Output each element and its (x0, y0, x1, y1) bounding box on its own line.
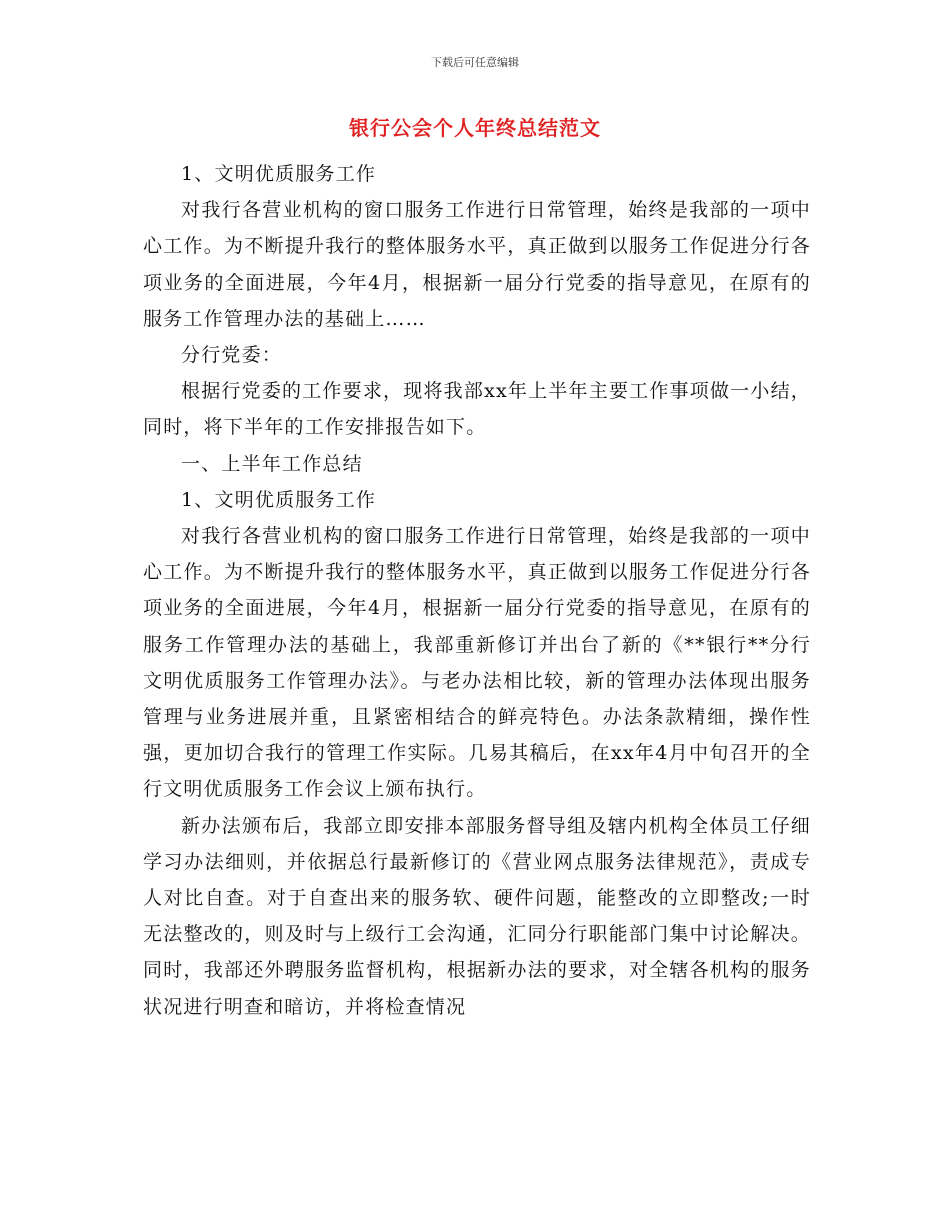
paragraph: 对我行各营业机构的窗口服务工作进行日常管理，始终是我部的一项中心工作。为不断提升我行的整体服务水平，真正做到以服务工作促进分行各项业务的全面进展，今年4月，根据新一届分行党委的指导意见，在原有的服务工作管理办法的基础上，我部重新修订并出台了新的《**银行**分行文明优质服务工作管理办法》。与老办法相比较，新的管理办法体现出服务管理与业务进展并重，且紧密相结合的鲜亮特色。办法条款精细，操作性强，更加切合我行的管理工作实际。几易其稿后，在xx年4月中旬召开的全行文明优质服务工作会议上颁布执行。 (143, 525, 811, 801)
paragraph: 一、上半年工作总结 (181, 452, 363, 475)
document-body (143, 156, 811, 1025)
paragraph: 1、文明优质服务工作 (181, 163, 377, 185)
document-title: 银行公会个人年终总结范文 (349, 116, 601, 140)
paragraph: 1、文明优质服务工作 (181, 488, 377, 511)
paragraph: 对我行各营业机构的窗口服务工作进行日常管理，始终是我部的一项中心工作。为不断提升我行的整体服务水平，真正做到以服务工作促进分行各项业务的全面进展，今年4月，根据新一届分行党委的指导意见，在原有的服务工作管理办法的基础上…… (143, 199, 811, 330)
paragraph: 根据行党委的工作要求，现将我部xx年上半年主要工作事项做一小结，同时，将下半年的工作安排报告如下。 (143, 380, 811, 439)
paragraph: 新办法颁布后，我部立即安排本部服务督导组及辖内机构全体员工仔细学习办法细则，并依据总行最新修订的《营业网点服务法律规范》，责成专人对比自查。对于自查出来的服务软、硬件问题，能整改的立即整改;一时无法整改的，则及时与上级行工会沟通，汇同分行职能部门集中讨论解决。同时，我部还外聘服务监督机构，根据新办法的要求，对全辖各机构的服务状况进行明查和暗访，并将检查情况 (143, 814, 811, 1018)
page-header: 下载后可任意编辑 (431, 56, 519, 69)
paragraph: 分行党委： (181, 344, 283, 367)
